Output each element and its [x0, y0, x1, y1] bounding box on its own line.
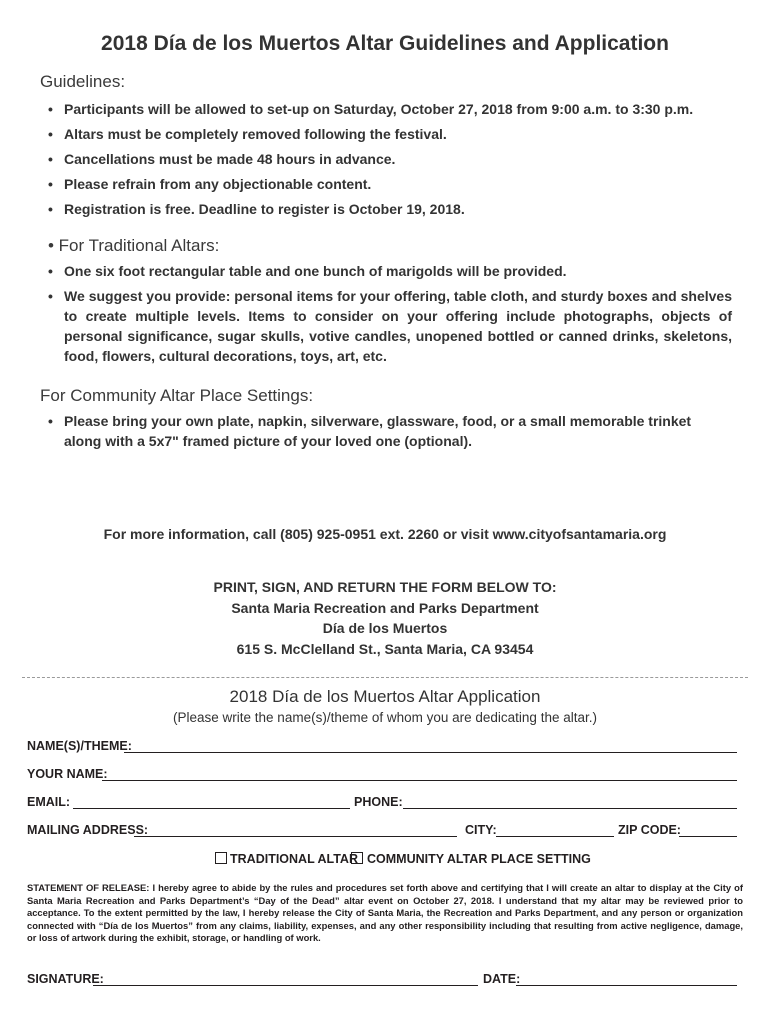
- signature-field[interactable]: [93, 985, 478, 986]
- phone-label: PHONE:: [354, 795, 403, 809]
- application-subtitle: (Please write the name(s)/theme of whom you are dedicating the altar.): [173, 710, 597, 725]
- return-line: Día de los Muertos: [322, 620, 448, 636]
- cut-line: [22, 677, 748, 678]
- list-item: • Please refrain from any objectionable content.: [48, 174, 732, 194]
- traditional-heading: • For Traditional Altars:: [48, 236, 220, 255]
- phone-field[interactable]: [403, 808, 737, 809]
- community-altar-checkbox[interactable]: [351, 852, 363, 864]
- traditional-altar-label: TRADITIONAL ALTAR: [230, 852, 358, 866]
- return-line: Santa Maria Recreation and Parks Department: [231, 599, 539, 616]
- zip-label: ZIP CODE:: [618, 823, 681, 837]
- list-item: • Cancellations must be made 48 hours in advance.: [48, 149, 732, 169]
- return-line: PRINT, SIGN, AND RETURN THE FORM BELOW TO:: [213, 579, 557, 595]
- your-name-field[interactable]: [102, 780, 737, 781]
- list-item: • Please bring your own plate, napkin, silverware, glassware, food, or a small memorable trinket along with a 5x7" framed picture of your loved one (optional).: [48, 411, 732, 451]
- list-item: • One six foot rectangular table and one bunch of marigolds will be provided.: [48, 261, 732, 281]
- list-item: • We suggest you provide: personal items for your offering, table cloth, and sturdy boxes and shelves to create multiple levels. Items to consider on your offering include photographs, objects of personal significance, sugar skulls, votive candles, unopened bottled or canned drinks, skeletons, food, flowers, cultural decorations, toys, art, etc.: [48, 286, 732, 366]
- date-label: DATE:: [483, 972, 521, 986]
- application-title: 2018 Día de los Muertos Altar Application: [229, 687, 541, 706]
- list-item: • Participants will be allowed to set-up on Saturday, October 27, 2018 from 9:00 a.m. to 3:30 p.m.: [48, 99, 732, 119]
- guidelines-heading: Guidelines:: [40, 72, 126, 91]
- more-info: For more information, call (805) 925-0951 ext. 2260 or visit www.cityofsantamaria.org: [103, 526, 667, 542]
- zip-field[interactable]: [679, 836, 737, 837]
- community-list: [48, 411, 732, 456]
- address-field[interactable]: [134, 836, 457, 837]
- names-label: NAME(S)/THEME:: [27, 739, 132, 753]
- list-item: • Altars must be completely removed following the festival.: [48, 124, 732, 144]
- traditional-list: [48, 261, 732, 371]
- statement-of-release: STATEMENT OF RELEASE: I hereby agree to abide by the rules and procedures set forth above and certifying that I will create an altar to display at the City of Santa Maria Recreation and Parks Department’s “Day of the Dead” altar event on October 27, 2018. I understand that my altar may be reviewed prior to acceptance. To the extent permitted by the law, I hereby release the City of Santa Maria, the Recreation and Parks Department, and any person or organization connected with “Día de los Muertos” from any claims, liability, expenses, and any other responsibility including that resulting from active negligence, damage, or loss of artwork during the exhibit, storage, or handling of work.: [27, 882, 743, 943]
- signature-label: SIGNATURE:: [27, 972, 104, 986]
- date-field[interactable]: [516, 985, 737, 986]
- your-name-label: YOUR NAME:: [27, 767, 108, 781]
- page-title: 2018 Día de los Muertos Altar Guidelines and Application: [101, 32, 669, 55]
- return-line: 615 S. McClelland St., Santa Maria, CA 93454: [236, 640, 534, 657]
- guidelines-list: [48, 99, 732, 224]
- names-field[interactable]: [124, 752, 737, 753]
- community-heading: For Community Altar Place Settings:: [40, 386, 314, 405]
- city-label: CITY:: [465, 823, 497, 837]
- return-address: [0, 577, 770, 659]
- email-label: EMAIL:: [27, 795, 71, 809]
- traditional-altar-checkbox[interactable]: [215, 852, 227, 864]
- address-label: MAILING ADDRESS:: [27, 823, 149, 837]
- community-altar-label: COMMUNITY ALTAR PLACE SETTING: [367, 852, 591, 866]
- email-field[interactable]: [73, 808, 350, 809]
- city-field[interactable]: [496, 836, 614, 837]
- list-item: • Registration is free. Deadline to register is October 19, 2018.: [48, 199, 732, 219]
